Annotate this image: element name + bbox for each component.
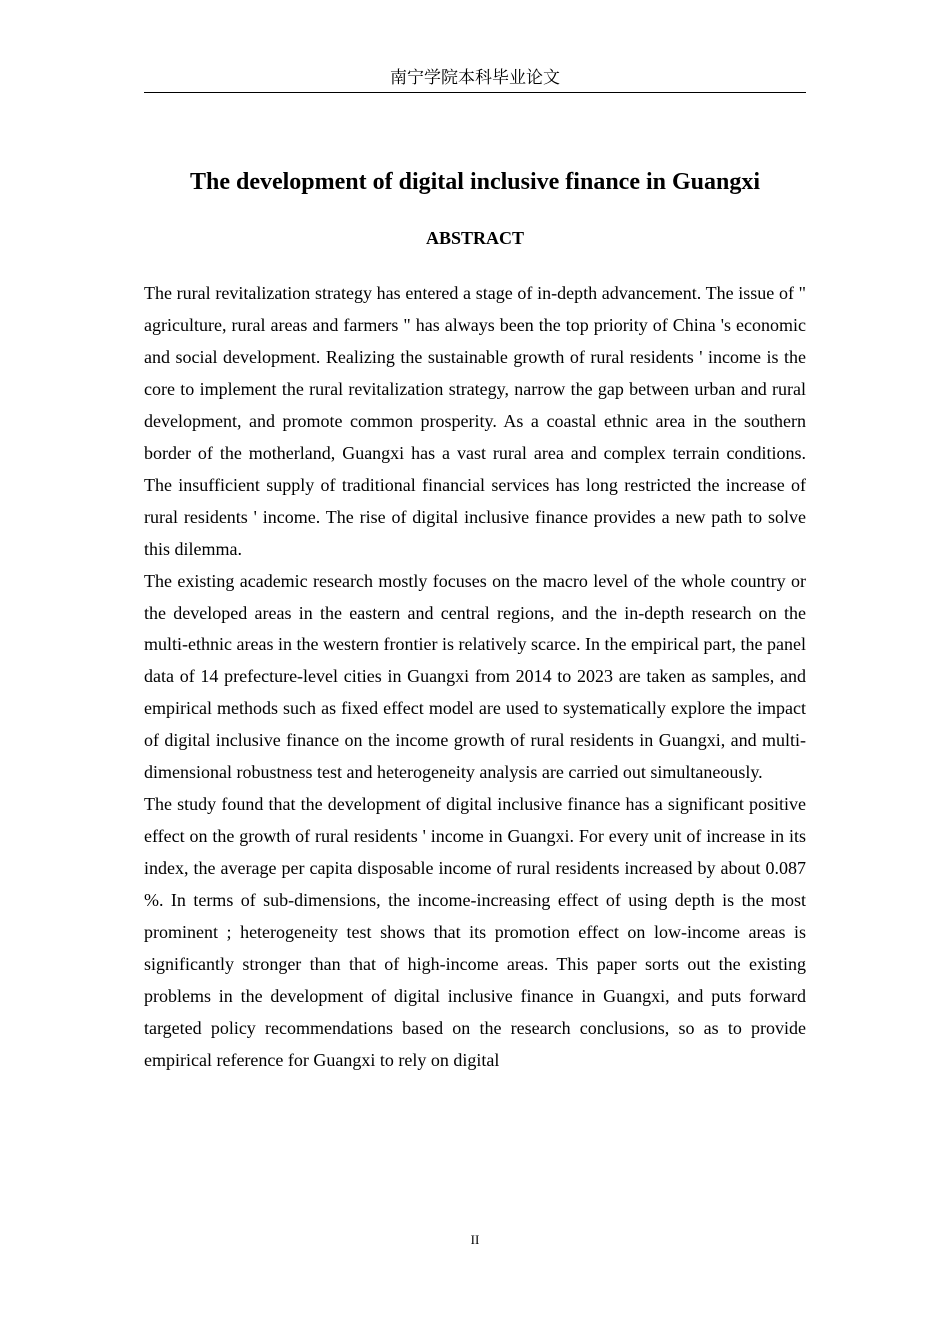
header-rule [144, 92, 806, 93]
abstract-heading: ABSTRACT [425, 228, 525, 248]
page-number: II [470, 1232, 480, 1247]
abstract-paragraph-1: The rural revitalization strategy has entered a stage of in-depth advancement. The issue of " agriculture, rural areas and farmers " has always been the top priority of China 's economic and social development. Realizing the sustainable growth of rural residents ' income is the core to implement the rural revitalization strategy, narrow the gap between urban and rural development, and promote common prosperity. As a coastal ethnic area in the southern border of the motherland, Guangxi has a vast rural area and complex terrain conditions. The insufficient supply of traditional financial services has long restricted the increase of rural residents ' income. The rise of digital inclusive finance provides a new path to solve this dilemma. [144, 283, 806, 559]
abstract-paragraph-3: The study found that the development of digital inclusive finance has a significant positive effect on the growth of rural residents ' income in Guangxi. For every unit of increase in its index, the average per capita disposable income of rural residents increased by about 0.087 %. In terms of sub-dimensions, the income-increasing effect of using depth is the most prominent ; heterogeneity test shows that its promotion effect on low-income areas is significantly stronger than that of high-income areas. This paper sorts out the existing problems in the development of digital inclusive finance in Guangxi, and puts forward targeted policy recommendations based on the research conclusions, so as to provide empirical reference for Guangxi to rely on digital [144, 794, 806, 1070]
paper-title: The development of digital inclusive finance in Guangxi [189, 169, 761, 195]
running-header: 南宁学院本科毕业论文 [390, 68, 560, 88]
abstract-body [144, 278, 806, 1077]
abstract-paragraph-2: The existing academic research mostly focuses on the macro level of the whole country or the developed areas in the eastern and central regions, and the in-depth research on the multi-ethnic areas in the western frontier is relatively scarce. In the empirical part, the panel data of 14 prefecture-level cities in Guangxi from 2014 to 2023 are taken as samples, and empirical methods such as fixed effect model are used to systematically explore the impact of digital inclusive finance on the income growth of rural residents in Guangxi, and multi-dimensional robustness test and heterogeneity analysis are carried out simultaneously. [144, 570, 806, 783]
